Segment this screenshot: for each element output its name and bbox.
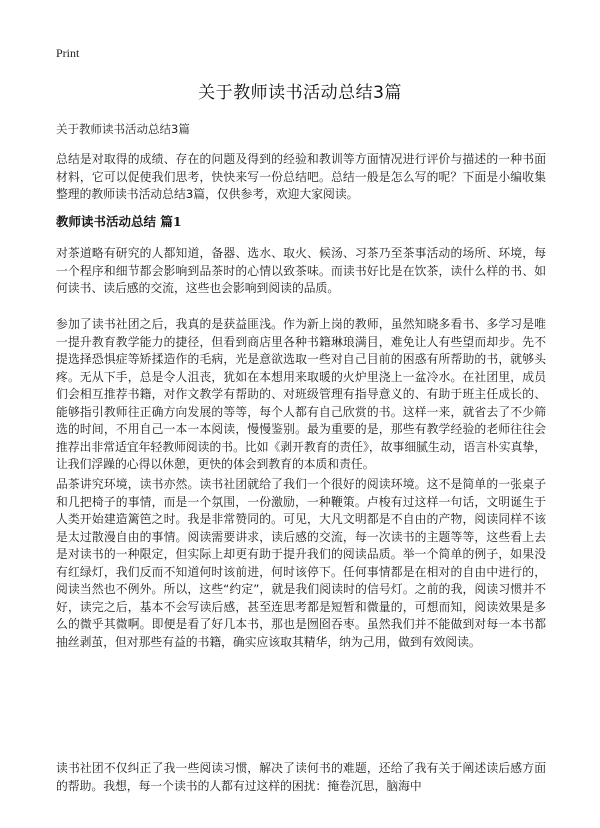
section-heading: 教师读书活动总结 篇1: [56, 214, 182, 229]
intro-paragraph: 总结是对取得的成绩、存在的问题及得到的经验和教训等方面情况进行评价与描述的一种书面材料，它可以促使我们思考，快快来写一份总结吧。总结一般是怎么写的呢？下面是小编收集整理的教师读书活动总结3篇，仅供参考，欢迎大家阅读。: [56, 152, 546, 201]
print-label: Print: [56, 46, 80, 60]
document-title: 关于教师读书活动总结3篇: [198, 83, 402, 103]
body-paragraph: 参加了读书社团之后，我真的是获益匪浅。作为新上岗的教师，虽然知晓多看书、多学习是唯一提升教育教学能力的捷径，但看到商店里各种书籍琳琅满目，难免让人有些望而却步。先不提选择恐惧症等矫揉造作的毛病，光是意欲选取一些对自己目前的困惑有所帮助的书，就够头疼。无从下手，总是令人沮丧，犹如在本想用来取暖的火炉里浇上一盆冷水。在社团里，成员们会相互推荐书籍，对作文教学有帮助的、对班级管理有指导意义的、有助于班主任成长的、能够指引教师往正确方向发展的等等，每个人都有自己欣赏的书。这样一来，就省去了不少筛选的时间，不用自己一本一本阅读，慢慢鉴别。最为重要的是，那些有教学经验的老师往往会推荐出非常适宜年轻教师阅读的书。比如《剥开教育的责任》，故事细腻生动，语言朴实真挚，让我们浮躁的心得以休憩，更快的体会到教育的本质和责任。: [56, 317, 546, 471]
document-subtitle: 关于教师读书活动总结3篇: [56, 122, 190, 136]
body-paragraph: 读书社团不仅纠正了我一些阅读习惯，解决了读何书的难题，还给了我有关于阐述读后感方面的帮助。我想，每一个读书的人都有过这样的困扰：掩卷沉思，脑海中: [56, 761, 546, 793]
body-paragraph: 品茶讲究环境，读书亦然。读书社团就给了我们一个很好的阅读环境。这不是简单的一张桌子和几把椅子的事情，而是一个氛围，一份激励，一种鞭策。卢梭有过这样一句话，文明诞生于人类开始建造篱笆之时。我是非常赞同的。可见，大凡文明都是不自由的产物，阅读同样不该是太过散漫自由的事情。阅读需要讲求，读后感的交流，每一次读书的主题等等，这些看上去是对读书的一种限定，但实际上却更有助于提升我们的阅读品质。举一个简单的例子，如果没有红绿灯，我们反而不知道何时该前进，何时该停下。任何事情都是在相对的自由中进行的，阅读当然也不例外。所以，这些“约定”，就是我们阅读时的信号灯。之前的我，阅读习惯并不好，读完之后，基本不会写读后感，甚至连思考都是短暂和微量的，可想而知，阅读效果是多么的微乎其微啊。即便是看了好几本书，那也是囫囵吞枣。虽然我们并不能做到对每一本书都抽丝剥茧，但对那些有益的书籍，确实应该取其精华，纳为己用，做到有效阅读。: [56, 477, 546, 649]
body-paragraph: 对茶道略有研究的人都知道，备器、选水、取火、候汤、习茶乃至茶事活动的场所、环境，每一个程序和细节都会影响到品茶时的心情以致茶味。而读书好比是在饮茶，读什么样的书、如何读书、读后感的交流，这些也会影响到阅读的品质。: [56, 246, 546, 295]
